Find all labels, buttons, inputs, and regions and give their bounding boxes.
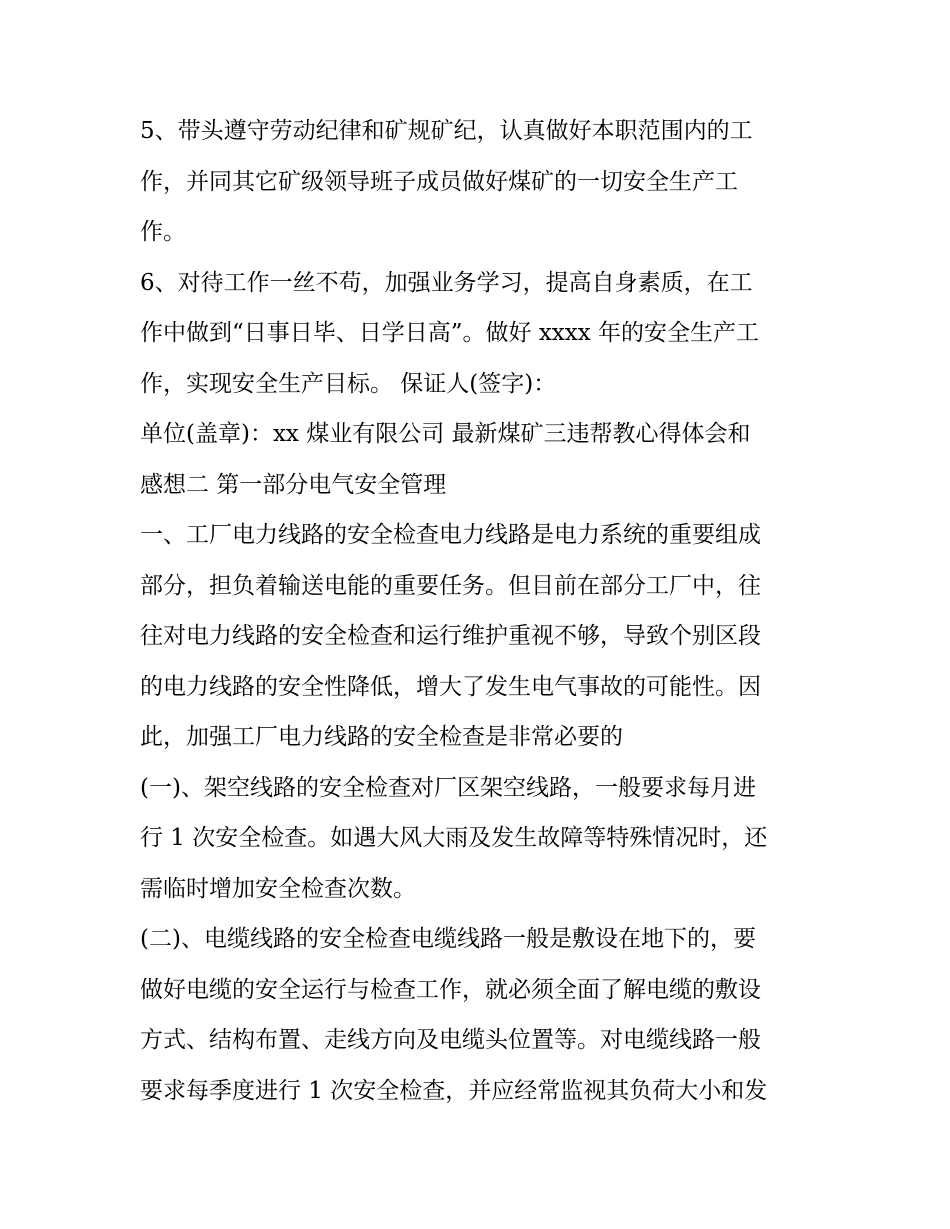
text-line: 行 1 次安全检查。如遇大风大雨及发生故障等特殊情况时，还 <box>140 825 768 851</box>
text-line: 往对电力线路的安全检查和运行维护重视不够，导致个别区段 <box>140 623 761 649</box>
document-body <box>140 106 812 1116</box>
text-line: 做好电缆的安全运行与检查工作，就必须全面了解电缆的敷设 <box>140 976 761 1003</box>
text-line: 5、带头遵守劳动纪律和矿规矿纪，认真做好本职范围内的工 <box>140 118 753 144</box>
text-line: 一、工厂电力线路的安全检查电力线路是电力系统的重要组成 <box>140 522 761 548</box>
text-line: 此，加强工厂电力线路的安全检查是非常必要的 <box>140 724 623 750</box>
text-line: 作。 <box>140 219 186 245</box>
text-line: 方式、结构布置、走线方向及电缆头位置等。对电缆线路一般 <box>140 1027 761 1053</box>
text-line: 感想二 第一部分电气安全管理 <box>140 471 447 498</box>
text-line: 需临时增加安全检查次数。 <box>140 875 416 902</box>
text-line: 单位(盖章)：xx 煤业有限公司 最新煤矿三违帮教心得体会和 <box>140 421 751 447</box>
text-line: (一)、架空线路的安全检查对厂区架空线路，一般要求每月进 <box>140 774 756 801</box>
text-line: 的电力线路的安全性降低，增大了发生电气事故的可能性。因 <box>140 673 761 700</box>
text-line: 作中做到“日事日毕、日学日高”。做好 xxxx 年的安全生产工 <box>140 320 760 346</box>
text-line: 部分，担负着输送电能的重要任务。但目前在部分工厂中，往 <box>140 572 761 599</box>
text-line: (二)、电缆线路的安全检查电缆线路一般是敷设在地下的，要 <box>140 926 756 952</box>
text-line: 6、对待工作一丝不苟，加强业务学习，提高自身素质，在工 <box>140 269 753 296</box>
text-line: 要求每季度进行 1 次安全检查，并应经常监视其负荷大小和发 <box>140 1077 768 1104</box>
text-line: 作，实现安全生产目标。 保证人(签字)： <box>140 370 557 397</box>
text-line: 作，并同其它矿级领导班子成员做好煤矿的一切安全生产工 <box>140 168 738 195</box>
